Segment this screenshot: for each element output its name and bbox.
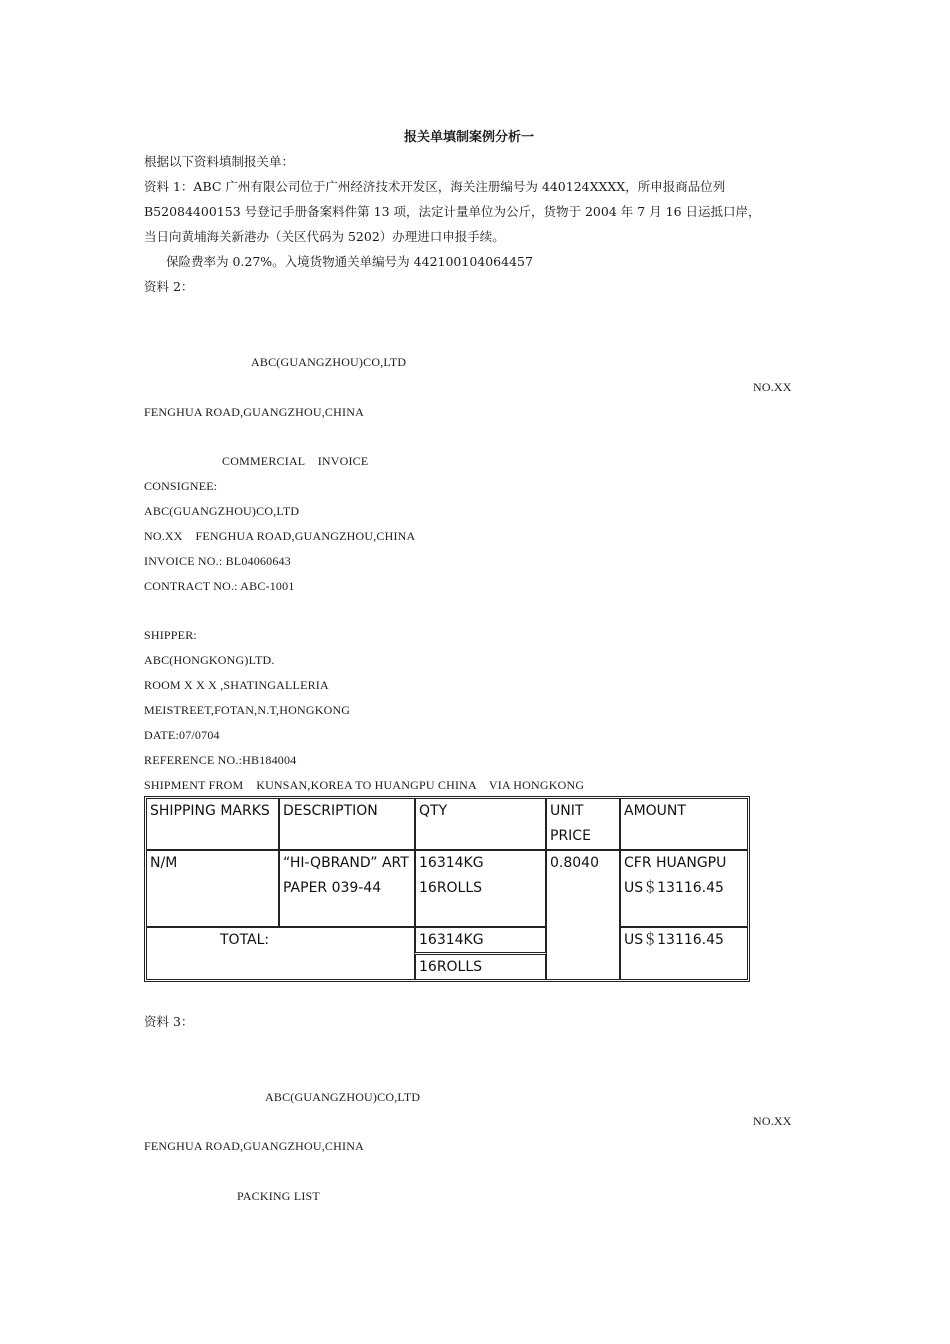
- packing-company: ABC(GUANGZHOU)CO,LTD: [265, 1090, 421, 1104]
- invoice-date: DATE:07/0704: [144, 728, 220, 742]
- invoice-company: ABC(GUANGZHOU)CO,LTD: [251, 355, 407, 369]
- reference-number: REFERENCE NO.:HB184004: [144, 753, 297, 767]
- shipment-route: SHIPMENT FROM KUNSAN,KOREA TO HUANGPU CHINA VIA HONGKONG: [144, 778, 585, 792]
- header-amount: AMOUNT: [620, 798, 748, 850]
- total-qty-rolls: 16ROLLS: [415, 954, 546, 980]
- shipper-name: ABC(HONGKONG)LTD.: [144, 653, 275, 667]
- material2-label: 资料 2：: [144, 279, 194, 294]
- material1-line4: 保险费率为 0.27%。入境货物通关单编号为 442100104064457: [166, 254, 533, 269]
- row-amount-value: US＄13116.45: [624, 880, 724, 896]
- material3-label: 资料 3：: [144, 1014, 194, 1029]
- shipper-address-2: MEISTREET,FOTAN,N.T,HONGKONG: [144, 703, 351, 717]
- invoice-doc-title: COMMERCIAL INVOICE: [222, 454, 369, 468]
- material1-line1: 资料 1：ABC 广州有限公司位于广州经济技术开发区，海关注册编号为 440124XXXX，所申报商品位列: [144, 179, 726, 194]
- header-description: DESCRIPTION: [279, 798, 415, 850]
- material1-line3: 当日向黄埔海关新港办（关区代码为 5202）办理进口申报手续。: [144, 229, 505, 244]
- consignee-address: NO.XX FENGHUA ROAD,GUANGZHOU,CHINA: [144, 529, 416, 543]
- material1-line2: B52084400153 号登记手册备案料件第 13 项，法定计量单位为公斤，货物于 2004 年 7 月 16 日运抵口岸，: [144, 204, 761, 219]
- invoice-number: INVOICE NO.: BL04060643: [144, 554, 291, 568]
- header-shipping-marks: SHIPPING MARKS: [146, 798, 279, 850]
- row-shipping-marks: N/M: [146, 850, 279, 927]
- packing-no-xx: NO.XX: [753, 1114, 792, 1128]
- row-unit-price: 0.8040: [546, 850, 620, 980]
- header-qty: QTY: [415, 798, 546, 850]
- row-qty-rolls: 16ROLLS: [419, 880, 483, 896]
- consignee-label: CONSIGNEE:: [144, 479, 218, 493]
- invoice-table: [144, 796, 750, 982]
- row-amount-terms: CFR HUANGPU: [624, 855, 727, 871]
- consignee-name: ABC(GUANGZHOU)CO,LTD: [144, 504, 300, 518]
- total-amount: US＄13116.45: [620, 927, 748, 980]
- packing-doc-title: PACKING LIST: [237, 1189, 320, 1203]
- total-label: TOTAL:: [146, 927, 415, 980]
- packing-address: FENGHUA ROAD,GUANGZHOU,CHINA: [144, 1139, 364, 1153]
- invoice-no-xx: NO.XX: [753, 380, 792, 394]
- shipper-address-1: ROOM X X X ,SHATINGALLERIA: [144, 678, 329, 692]
- shipper-label: SHIPPER:: [144, 628, 197, 642]
- total-qty-kg: 16314KG: [415, 927, 546, 953]
- row-qty-kg: 16314KG: [419, 855, 484, 871]
- header-unit-price: UNIT PRICE: [546, 798, 620, 850]
- row-qty: [415, 850, 546, 927]
- page-title: 报关单填制案例分析一: [404, 130, 535, 145]
- invoice-address: FENGHUA ROAD,GUANGZHOU,CHINA: [144, 405, 364, 419]
- row-amount: [620, 850, 748, 927]
- intro-text: 根据以下资料填制报关单：: [144, 154, 295, 169]
- contract-number: CONTRACT NO.: ABC-1001: [144, 579, 295, 593]
- row-description: “HI-QBRAND” ART PAPER 039-44: [279, 850, 415, 927]
